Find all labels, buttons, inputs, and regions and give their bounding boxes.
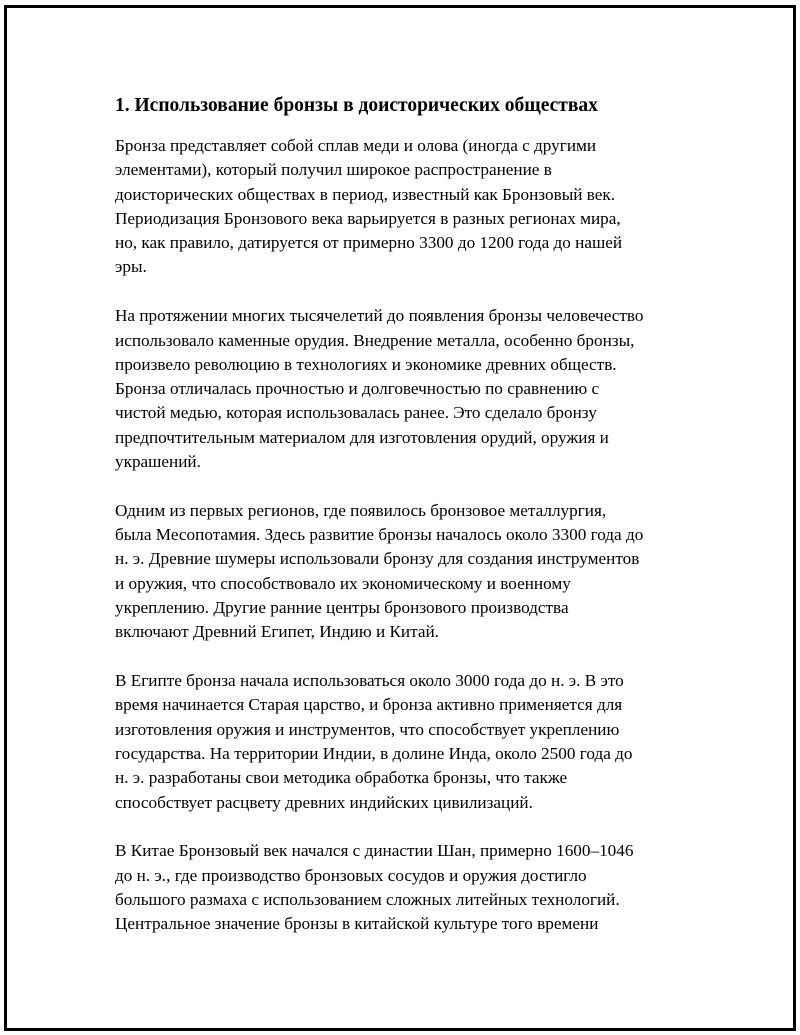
- paragraphs: [115, 134, 695, 937]
- text-line: способствует расцвету древних индийских цивилизаций.: [115, 792, 533, 812]
- text-line: государства. На территории Индии, в долине Инда, около 2500 года до: [115, 744, 633, 764]
- text-line: украшений.: [115, 452, 201, 472]
- text-line: была Месопотамия. Здесь развитие бронзы началось около 3300 года до: [115, 525, 644, 545]
- text-line: использовало каменные орудия. Внедрение металла, особенно бронзы,: [115, 330, 635, 350]
- text-line: н. э. Древние шумеры использовали бронзу для создания инструментов: [115, 549, 640, 569]
- paragraph: [115, 304, 695, 474]
- text-line: В Китае Бронзовый век начался с династии Шан, примерно 1600–1046: [115, 841, 634, 861]
- text-line: укреплению. Другие ранние центры бронзового производства: [115, 598, 569, 618]
- text-line: до н. э., где производство бронзовых сосудов и оружия достигло: [115, 865, 587, 885]
- document-body: [115, 91, 695, 961]
- text-line: Периодизация Бронзового века варьируется в разных регионах мира,: [115, 208, 621, 228]
- paragraph: [115, 499, 695, 645]
- text-line: эры.: [115, 257, 147, 277]
- text-line: изготовления оружия и инструментов, что способствует укреплению: [115, 719, 620, 739]
- text-line: и оружия, что способствовало их экономическому и военному: [115, 573, 571, 593]
- text-line: Центральное значение бронзы в китайской культуре того времени: [115, 914, 599, 934]
- text-line: Бронза отличалась прочностью и долговечностью по сравнению с: [115, 379, 600, 399]
- text-line: чистой медью, которая использовалась ранее. Это сделало бронзу: [115, 403, 597, 423]
- text-line: включают Древний Египет, Индию и Китай.: [115, 622, 439, 642]
- text-line: произвело революцию в технологиях и экономике древних обществ.: [115, 354, 617, 374]
- text-line: На протяжении многих тысячелетий до появления бронзы человечество: [115, 306, 644, 326]
- text-line: доисторических обществах в период, известный как Бронзовый век.: [115, 184, 616, 204]
- text-line: элементами), который получил широкое распространение в: [115, 160, 552, 180]
- text-line: но, как правило, датируется от примерно 3300 до 1200 года до нашей: [115, 233, 623, 253]
- section-heading: 1. Использование бронзы в доисторических обществах: [115, 95, 598, 116]
- paragraph: [115, 669, 695, 815]
- text-line: Одним из первых регионов, где появилось бронзовое металлургия,: [115, 500, 607, 520]
- text-line: большого размаха с использованием сложных литейных технологий.: [115, 890, 620, 910]
- text-line: Бронза представляет собой сплав меди и олова (иногда с другими: [115, 136, 597, 155]
- paragraph: [115, 134, 695, 280]
- paragraph: [115, 839, 695, 936]
- text-line: предпочтительным материалом для изготовления орудий, оружия и: [115, 427, 609, 447]
- text-line: время начинается Старая царство, и бронза активно применяется для: [115, 695, 623, 715]
- text-line: В Египте бронза начала использоваться около 3000 года до н. э. В это: [115, 671, 624, 691]
- text-line: н. э. разработаны свои методика обработка бронзы, что также: [115, 768, 568, 788]
